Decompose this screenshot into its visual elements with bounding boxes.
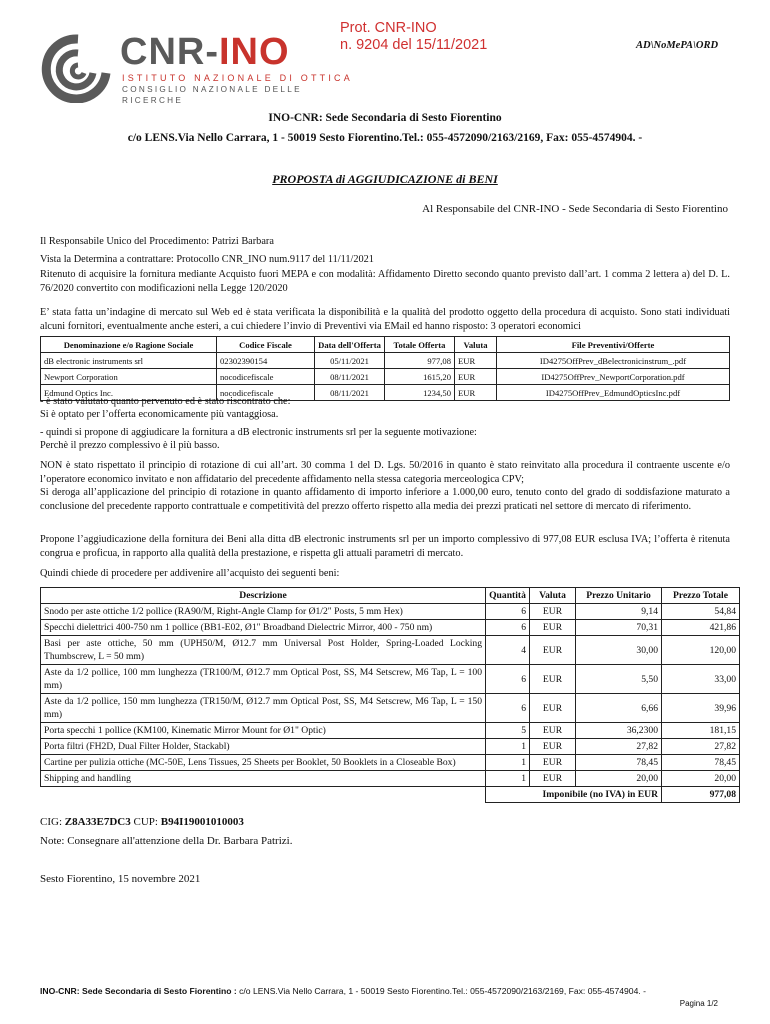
offers-row [41, 353, 730, 369]
offer-tax-code: 02302390154 [217, 353, 315, 369]
items-row [41, 694, 740, 723]
item-currency: EUR [530, 665, 576, 694]
recipient: Al Responsabile del CNR-INO - Sede Secondaria di Sesto Fiorentino [422, 203, 728, 215]
valutato-choice: Si è optato per l’offerta economicamente più vantaggiosa. [40, 409, 279, 420]
cig-label: CIG: [40, 816, 62, 828]
protocol-stamp [340, 20, 487, 54]
item-unit-price: 70,31 [576, 620, 662, 636]
logo-wordmark: CNR-INO [120, 31, 290, 73]
item-description: Shipping and handling [41, 771, 486, 787]
offers-header: Denominazione e/o Ragione Sociale [41, 337, 217, 353]
item-description: Aste da 1/2 pollice, 100 mm lunghezza (TR100/M, Ø12.7 mm Optical Post, SS, M4 Setscrew, M6 Tap, L = 100 mm) [41, 665, 486, 694]
item-unit-price: 78,45 [576, 755, 662, 771]
items-header: Prezzo Totale [662, 588, 740, 604]
item-unit-price: 30,00 [576, 636, 662, 665]
page-number: Pagina 1/2 [679, 999, 718, 1008]
item-unit-price: 5,50 [576, 665, 662, 694]
item-quantity: 4 [486, 636, 530, 665]
item-total-price: 20,00 [662, 771, 740, 787]
deroga-paragraph: Si deroga all’applicazione del principio di rotazione in quanto affidamento di importo inferiore a 1.000,00 euro, tenuto conto del grado di soddisfazione maturato a conclusione del precedente rapporto contrattuale e competitività del prezzo offerto rispetto alla media dei prezzi praticati nel settore di mercato di riferimento. [40, 487, 730, 512]
offer-tax-code: nocodicefiscale [217, 385, 315, 401]
determina-line: Vista la Determina a contrattare: Protocollo CNR_INO num.9117 del 11/11/2021 [40, 254, 374, 265]
offer-currency: EUR [455, 369, 497, 385]
offer-currency: EUR [455, 353, 497, 369]
offer-total: 1234,50 [385, 385, 455, 401]
offers-header: Totale Offerta [385, 337, 455, 353]
item-quantity: 1 [486, 755, 530, 771]
item-quantity: 1 [486, 771, 530, 787]
protocol-line2: n. 9204 del 15/11/2021 [340, 37, 488, 53]
items-row [41, 620, 740, 636]
item-currency: EUR [530, 755, 576, 771]
place-date: Sesto Fiorentino, 15 novembre 2021 [40, 873, 201, 885]
item-unit-price: 27,82 [576, 739, 662, 755]
delivery-note: Note: Consegnare all'attenzione della Dr. Barbara Patrizi. [40, 835, 293, 847]
item-total-price: 120,00 [662, 636, 740, 665]
offers-row [41, 369, 730, 385]
item-currency: EUR [530, 771, 576, 787]
items-row [41, 636, 740, 665]
items-row [41, 665, 740, 694]
item-currency: EUR [530, 723, 576, 739]
valutato-line: - è stato valutato quanto pervenuto ed è stato riscontrato che: [40, 396, 291, 407]
item-total-price: 39,96 [662, 694, 740, 723]
total-label: Imponibile (no IVA) in EUR [486, 787, 662, 803]
items-row [41, 771, 740, 787]
offer-total: 977,08 [385, 353, 455, 369]
offer-company: Edmund Optics Inc. [41, 385, 217, 401]
offer-tax-code: nocodicefiscale [217, 369, 315, 385]
item-unit-price: 20,00 [576, 771, 662, 787]
item-total-price: 27,82 [662, 739, 740, 755]
item-currency: EUR [530, 739, 576, 755]
rup-line: Il Responsabile Unico del Procedimento: Patrizi Barbara [40, 236, 274, 247]
offer-date: 08/11/2021 [315, 385, 385, 401]
item-total-price: 33,00 [662, 665, 740, 694]
cnr-ino-logo [38, 33, 358, 103]
offer-company: Newport Corporation [41, 369, 217, 385]
item-description: Porta filtri (FH2D, Dual Filter Holder, Stackabl) [41, 739, 486, 755]
logo-arcs-icon [38, 33, 112, 103]
items-row [41, 604, 740, 620]
item-description: Cartine per pulizia ottiche (MC-50E, Lens Tissues, 25 Sheets per Booklet, 50 Booklets in a Closeable Box) [41, 755, 486, 771]
offers-header: Data dell'Offerta [315, 337, 385, 353]
item-description: Snodo per aste ottiche 1/2 pollice (RA90/M, Right-Angle Clamp for Ø1/2" Posts, 5 mm Hex) [41, 604, 486, 620]
item-currency: EUR [530, 620, 576, 636]
item-description: Porta specchi 1 pollice (KM100, Kinematic Mirror Mount for Ø1" Optic) [41, 723, 486, 739]
item-description: Aste da 1/2 pollice, 150 mm lunghezza (TR150/M, Ø12.7 mm Optical Post, SS, M4 Setscrew, M6 Tap, L = 150 mm) [41, 694, 486, 723]
item-total-price: 54,84 [662, 604, 740, 620]
offers-header: Valuta [455, 337, 497, 353]
item-total-price: 181,15 [662, 723, 740, 739]
document-reference: AD\NoMePA\ORD [636, 40, 719, 51]
page-footer [40, 986, 646, 997]
item-currency: EUR [530, 636, 576, 665]
item-quantity: 1 [486, 739, 530, 755]
cup-label: CUP: [133, 816, 158, 828]
items-header: Descrizione [41, 588, 486, 604]
item-total-price: 78,45 [662, 755, 740, 771]
item-quantity: 6 [486, 694, 530, 723]
logo-subtitle-cnr: CONSIGLIO NAZIONALE DELLE RICERCHE [122, 85, 302, 105]
items-header: Valuta [530, 588, 576, 604]
protocol-line1: Prot. CNR-INO [340, 20, 437, 36]
item-description: Basi per aste ottiche, 50 mm (UPH50/M, Ø12.7 mm Universal Post Holder, Spring-Loaded Locking Thumbscrew, L = 50 mm) [41, 636, 486, 665]
offer-file: ID4275OffPrev_EdmundOpticsInc.pdf [497, 385, 730, 401]
quindi-line: - quindi si propone di aggiudicare la fornitura a dB electronic instruments srl per la seguente motivazione: [40, 427, 477, 438]
quindi-motivation: Perchè il prezzo complessivo è il più basso. [40, 440, 220, 451]
items-header: Quantità [486, 588, 530, 604]
item-currency: EUR [530, 694, 576, 723]
item-unit-price: 6,66 [576, 694, 662, 723]
items-table [40, 587, 740, 803]
ritenuto-paragraph: Ritenuto di acquisire la fornitura mediante Acquisto fuori MEPA e con modalità: Affidamento Diretto secondo quanto previsto dall’art. 1 comma 2 lettera a) del D. L. 76/2020 convertito con modificazioni nella Legge 120/2020 [40, 269, 730, 294]
header-address: c/o LENS.Via Nello Carrara, 1 - 50019 Sesto Fiorentino.Tel.: 055-4572090/2163/2169, Fax: 055-4574904. - [127, 132, 643, 144]
offer-file: ID4275OffPrev_NewportCorporation.pdf [497, 369, 730, 385]
item-quantity: 6 [486, 620, 530, 636]
cig-cup-line [40, 815, 730, 830]
items-row [41, 739, 740, 755]
item-quantity: 6 [486, 604, 530, 620]
indagine-paragraph: E’ stata fatta un’indagine di mercato sul Web ed è stata verificata la disponibilità e la qualità del prodotto oggetto della procedura di acquisto. Sono stati individuati alcuni fornitori, eventualmente anche esteri, a cui chiedere l’invio di Preventivi via EMail ed hanno risposto: 3 operatori economici [40, 307, 730, 332]
footer-address: c/o LENS.Via Nello Carrara, 1 - 50019 Sesto Fiorentino.Tel.: 055-4572090/2163/2169, Fax: 055-4574904. - [236, 986, 646, 996]
propone-paragraph: Propone l’aggiudicazione della fornitura dei Beni alla ditta dB electronic instruments srl per un importo complessivo di 977,08 EUR esclusa IVA; l’offerta è ritenuta congrua e proficua, in rapporto alla qualità della prestazione, e rispetta gli attuali parametri di mercato. [40, 534, 730, 559]
item-total-price: 421,86 [662, 620, 740, 636]
item-unit-price: 36,2300 [576, 723, 662, 739]
cup-value: B94I19001010003 [160, 816, 244, 828]
item-description: Specchi dielettrici 400-750 nm 1 pollice (BB1-E02, Ø1" Broadband Dielectric Mirror, 400 - 750 nm) [41, 620, 486, 636]
items-header: Prezzo Unitario [576, 588, 662, 604]
cig-value: Z8A33E7DC3 [64, 816, 131, 828]
item-quantity: 5 [486, 723, 530, 739]
footer-office: INO-CNR: Sede Secondaria di Sesto Fiorentino : [40, 986, 237, 996]
offer-file: ID4275OffPrev_dBelectronicinstrum_.pdf [497, 353, 730, 369]
offer-date: 08/11/2021 [315, 369, 385, 385]
offer-currency: EUR [455, 385, 497, 401]
header-office: INO-CNR: Sede Secondaria di Sesto Fiorentino [268, 112, 502, 124]
items-row [41, 755, 740, 771]
document-title: PROPOSTA di AGGIUDICAZIONE di BENI [272, 172, 498, 186]
offers-table [40, 336, 730, 401]
item-currency: EUR [530, 604, 576, 620]
logo-subtitle-ino: ISTITUTO NAZIONALE DI OTTICA [122, 73, 353, 83]
offer-total: 1615,20 [385, 369, 455, 385]
item-unit-price: 9,14 [576, 604, 662, 620]
chiede-line: Quindi chiede di procedere per addivenire all’acquisto dei seguenti beni: [40, 568, 340, 579]
total-value: 977,08 [662, 787, 740, 803]
rotazione-paragraph: NON è stato rispettato il principio di rotazione di cui all’art. 30 comma 1 del D. Lgs. 50/2016 in quanto è stato reinvitato alla procedura il contraente uscente e/o l’operatore economico invitato e non affidatario del precedente affidamento nella stessa categoria merceologica CPV; [40, 460, 730, 485]
offer-date: 05/11/2021 [315, 353, 385, 369]
items-row [41, 723, 740, 739]
offer-company: dB electronic instruments srl [41, 353, 217, 369]
item-quantity: 6 [486, 665, 530, 694]
offers-header: File Preventivi/Offerte [497, 337, 730, 353]
offers-header: Codice Fiscale [217, 337, 315, 353]
